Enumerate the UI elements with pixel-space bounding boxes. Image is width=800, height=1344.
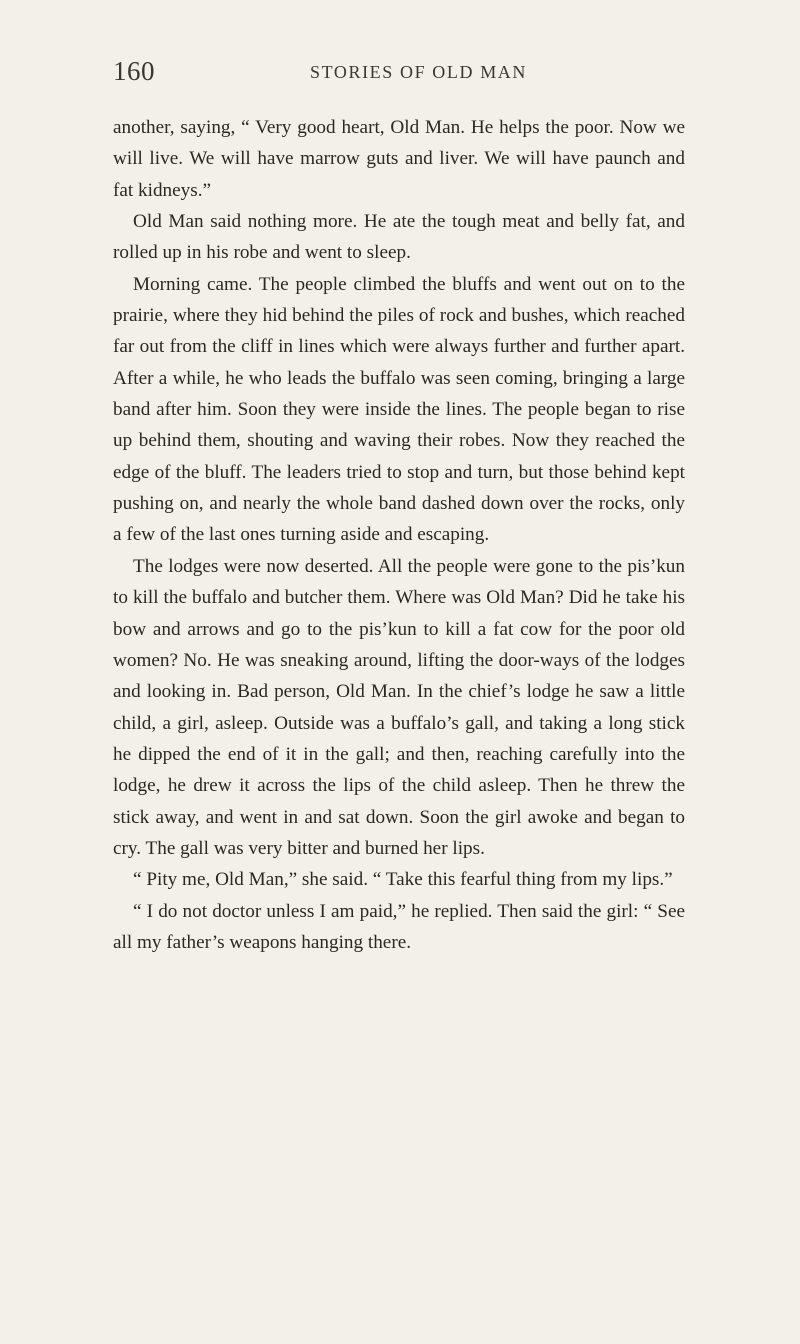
page-number: 160 bbox=[113, 56, 155, 86]
paragraph: Morning came. The people climbed the bluffs and went out on to the prairie, where they hid behind the piles of rock and bushes, which reached far out from the cliff in lines which were always further and further apart. After a while, he who leads the buffalo was seen coming, bringing a large band after him. Soon they were inside the lines. The people began to rise up behind them, shouting and waving their robes. Now they reached the edge of the bluff. The leaders tried to stop and turn, but those behind kept pushing on, and nearly the whole band dashed down over the rocks, only a few of the last ones turning aside and escaping. bbox=[113, 273, 685, 546]
running-head: STORIES OF OLD MAN bbox=[310, 62, 527, 82]
body-text bbox=[113, 112, 685, 958]
paragraph: another, saying, “ Very good heart, Old Man. He helps the poor. Now we will live. We will have marrow guts and liver. We will have paunch and fat kidneys.” bbox=[113, 117, 685, 201]
page-header bbox=[0, 56, 800, 96]
paragraph: Old Man said nothing more. He ate the tough meat and belly fat, and rolled up in his robe and went to sleep. bbox=[113, 211, 685, 264]
paragraph: “ I do not doctor unless I am paid,” he replied. Then said the girl: “ See all my father’s weapons hanging there. bbox=[113, 900, 685, 953]
paragraph: “ Pity me, Old Man,” she said. “ Take this fearful thing from my lips.” bbox=[133, 869, 673, 891]
paragraph: The lodges were now deserted. All the people were gone to the pis’kun to kill the buffalo and butcher them. Where was Old Man? Did he take his bow and arrows and go to the pis’kun to kill a fat cow for the poor old women? No. He was sneaking around, lifting the door-ways of the lodges and looking in. Bad person, Old Man. In the chief’s lodge he saw a little child, a girl, asleep. Outside was a buffalo’s gall, and taking a long stick he dipped the end of it in the gall; and then, reaching carefully into the lodge, he drew it across the lips of the child asleep. Then he threw the stick away, and went in and sat down. Soon the girl awoke and began to cry. The gall was very bitter and burned her lips. bbox=[113, 555, 685, 859]
